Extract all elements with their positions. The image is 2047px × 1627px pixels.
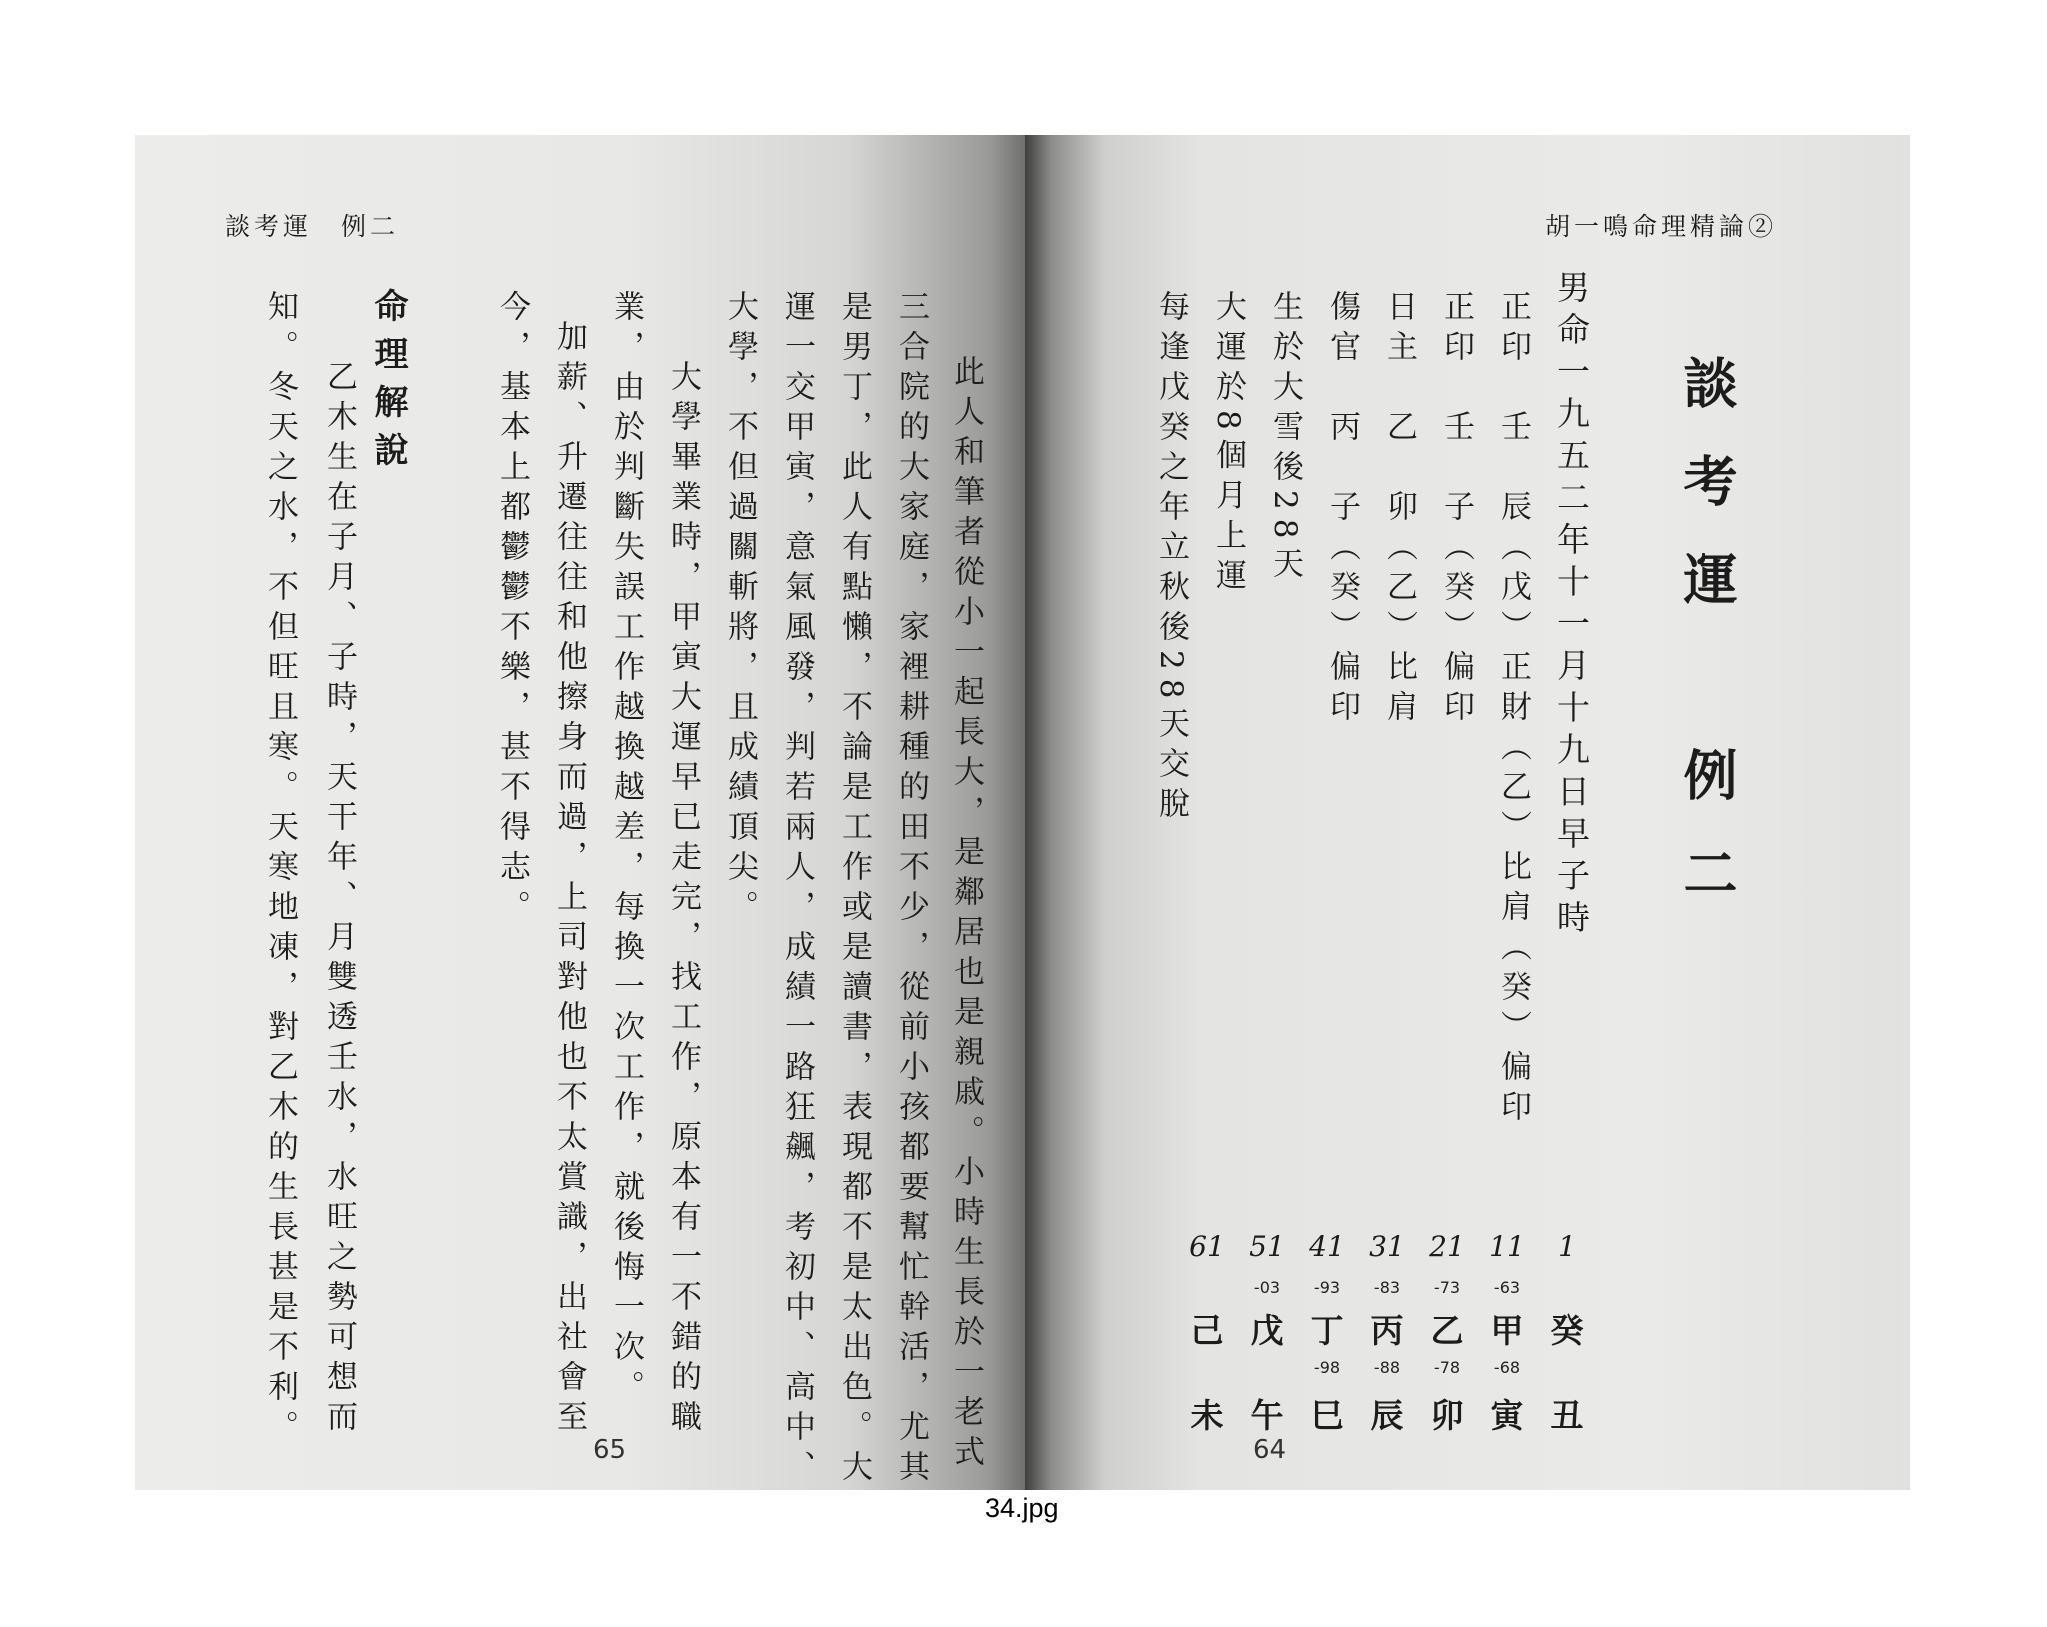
luck-stem-year: -73	[1433, 1278, 1461, 1297]
luck-branch: 未	[1190, 1396, 1224, 1435]
luck-stem-year: -63	[1493, 1278, 1521, 1297]
luck-stem-year: -83	[1373, 1278, 1401, 1297]
luck-stem-year: -93	[1313, 1278, 1341, 1297]
luck-age: 41	[1309, 1230, 1345, 1263]
image-filename-caption: 34.jpg	[985, 1493, 1059, 1523]
pillar-year: 正印 壬 辰（戊）正財（乙）比肩（癸）偏印	[1495, 290, 1531, 1130]
luck-branch-year: -68	[1493, 1358, 1521, 1377]
text-column: 業，由於判斷失誤工作越換越差，每換一次工作，就後悔一次。	[608, 290, 644, 1410]
text-column: 知。冬天之水，不但旺且寒。天寒地凍，對乙木的生長甚是不利。	[262, 290, 298, 1450]
luck-branch-year: -98	[1313, 1358, 1341, 1377]
birth-info: 男命一九五二年十一月十九日早子時	[1552, 270, 1591, 942]
text-column: 加薪、升遷往往和他擦身而過，上司對他也不太賞識，出社會至	[551, 320, 587, 1440]
left-page	[135, 135, 1025, 1490]
luck-branch: 午	[1250, 1396, 1284, 1435]
luck-branch: 丑	[1550, 1396, 1584, 1435]
luck-branch-year: -88	[1373, 1358, 1401, 1377]
luck-age: 31	[1369, 1230, 1405, 1263]
pillar-day: 日主 乙 卯（乙）比肩	[1381, 290, 1417, 730]
text-column: 運一交甲寅，意氣風發，判若兩人，成績一路狂飆，考初中、高中、	[779, 290, 815, 1490]
luck-stem-year: -03	[1253, 1278, 1281, 1297]
right-page	[1025, 135, 1910, 1490]
luck-branch: 巳	[1310, 1396, 1344, 1435]
text-column: 大學畢業時，甲寅大運早已走完，找工作，原本有一不錯的職	[665, 320, 701, 1440]
pillar-hour: 傷官 丙 子（癸）偏印	[1324, 290, 1360, 730]
text-column: 今，基本上都鬱鬱不樂，甚不得志。	[494, 290, 530, 930]
luck-age: 11	[1489, 1230, 1525, 1263]
luck-stem: 乙	[1430, 1311, 1464, 1350]
text-column: 大學，不但過關斬將，且成績頂尖。	[722, 290, 758, 930]
luck-age: 1	[1558, 1230, 1576, 1263]
luck-branch: 辰	[1370, 1396, 1404, 1435]
luck-stem: 己	[1190, 1311, 1224, 1350]
scanned-book-spread	[135, 135, 1910, 1490]
luck-stem: 癸	[1550, 1311, 1584, 1350]
chapter-title: 談考運 例二	[1675, 355, 1739, 943]
luck-age: 61	[1189, 1230, 1225, 1263]
note-line: 每逢戊癸之年立秋後28天交脫	[1153, 290, 1189, 828]
text-column: 三合院的大家庭，家裡耕種的田不少，從前小孩都要幫忙幹活，尤其	[893, 290, 929, 1490]
note-line: 大運於8個月上運	[1210, 290, 1246, 599]
left-running-header: 談考運 例二	[225, 212, 400, 241]
pillar-month: 正印 壬 子（癸）偏印	[1438, 290, 1474, 730]
right-running-header: 胡一鳴命理精論②	[1545, 212, 1778, 241]
page-number: 65	[593, 1435, 627, 1465]
text-column: 是男丁，此人有點懶，不論是工作或是讀書，表現都不是太出色。大	[836, 290, 872, 1490]
note-line: 生於大雪後28天	[1267, 290, 1303, 588]
luck-stem: 甲	[1490, 1311, 1524, 1350]
luck-age: 51	[1249, 1230, 1285, 1263]
luck-stem: 丁	[1310, 1311, 1344, 1350]
luck-stem: 戊	[1250, 1311, 1284, 1350]
luck-branch-year: -78	[1433, 1358, 1461, 1377]
luck-age: 21	[1429, 1230, 1465, 1263]
text-column: 此人和筆者從小一起長大，是鄰居也是親戚。小時生長於一老式	[948, 355, 984, 1475]
text-column: 乙木生在子月、子時，天干年、月雙透壬水，水旺之勢可想而	[321, 320, 357, 1440]
luck-branch: 寅	[1490, 1396, 1524, 1435]
page-number: 64	[1253, 1435, 1287, 1465]
luck-stem: 丙	[1370, 1311, 1404, 1350]
section-title: 命理解說	[368, 288, 408, 480]
luck-branch: 卯	[1430, 1396, 1464, 1435]
